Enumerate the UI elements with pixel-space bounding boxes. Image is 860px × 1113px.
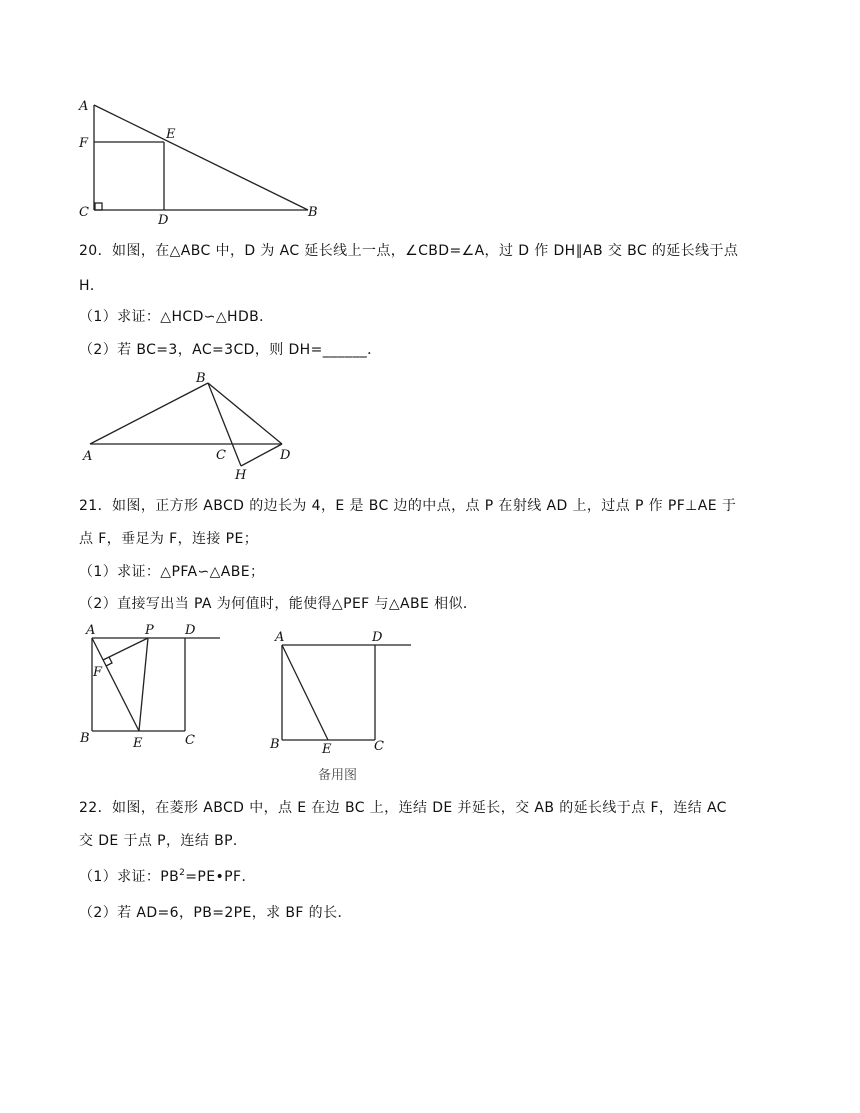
label-D: D xyxy=(372,630,383,645)
q22-part1-suffix: =PE•PF． xyxy=(185,869,256,885)
label-A: A xyxy=(83,449,93,464)
q20-line1: 20．如图，在△ABC 中，D 为 AC 延长线上一点，∠CBD=∠A，过 D 作 DH∥AB 交 BC 的延长线于点 xyxy=(79,243,739,259)
label-F: F xyxy=(79,136,89,151)
label-C: C xyxy=(216,448,226,463)
label-E: E xyxy=(322,742,332,757)
label-B: B xyxy=(270,737,280,752)
label-P: P xyxy=(145,623,154,638)
label-C: C xyxy=(185,733,195,748)
label-H: H xyxy=(235,468,247,483)
label-A: A xyxy=(275,630,285,645)
label-D: D xyxy=(280,448,291,463)
label-A: A xyxy=(79,99,89,114)
q22-part2: （2）若 AD=6，PB=2PE，求 BF 的长． xyxy=(79,905,352,921)
figure-21 xyxy=(75,618,235,753)
q21-line2: 点 F，垂足为 F，连接 PE； xyxy=(79,531,259,547)
q22-part1-prefix: （1）求证：PB xyxy=(79,869,180,885)
q21-part2: （2）直接写出当 PA 为何值时，能使得△PEF 与△ABE 相似． xyxy=(79,596,478,612)
label-E: E xyxy=(133,736,143,751)
q21-part1: （1）求证：△PFA∽△ABE； xyxy=(79,564,265,580)
figure-19 xyxy=(70,95,330,225)
label-E: E xyxy=(166,127,176,142)
label-D: D xyxy=(158,213,169,225)
label-C: C xyxy=(79,205,89,220)
label-F: F xyxy=(93,665,103,680)
label-B: B xyxy=(196,371,206,386)
label-D: D xyxy=(185,623,196,638)
label-B: B xyxy=(308,205,318,220)
q22-part1 xyxy=(79,867,256,889)
q20-part2: （2）若 BC=3，AC=3CD，则 DH=______． xyxy=(79,342,382,358)
q21-line1: 21．如图，正方形 ABCD 的边长为 4，E 是 BC 边的中点，点 P 在射线 AD 上，过点 P 作 PF⊥AE 于 xyxy=(79,498,737,514)
label-B: B xyxy=(80,731,90,746)
label-A: A xyxy=(86,623,96,638)
q22-line1: 22．如图，在菱形 ABCD 中，点 E 在边 BC 上，连结 DE 并延长，交 AB 的延长线于点 F，连结 AC xyxy=(79,800,727,816)
label-C: C xyxy=(374,739,384,754)
figure-20 xyxy=(80,368,305,483)
figure-caption: 备用图 xyxy=(318,768,358,783)
figure-21-spare xyxy=(265,620,425,785)
q20-part1: （1）求证：△HCD∽△HDB． xyxy=(79,309,274,325)
q22-line2: 交 DE 于点 P，连结 BP． xyxy=(79,833,248,849)
q20-line2: H． xyxy=(79,278,105,294)
q22-part1-exponent: 2 xyxy=(179,868,186,878)
